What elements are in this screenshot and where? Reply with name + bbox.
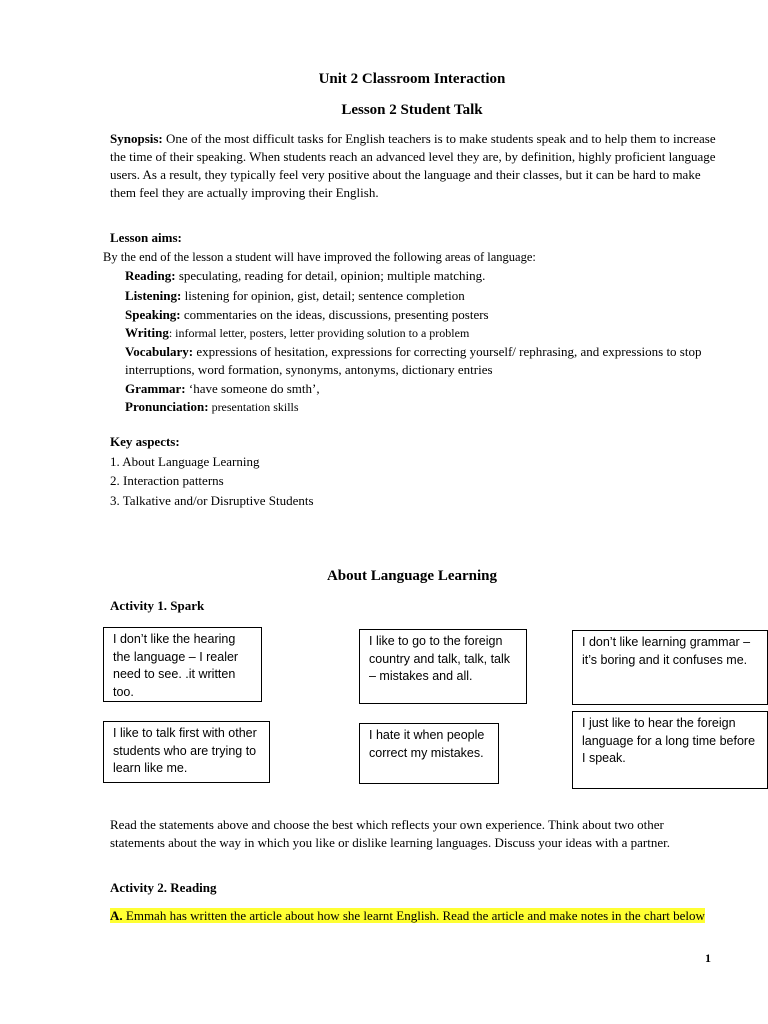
lesson-title: Lesson 2 Student Talk [341,102,483,118]
aim-speaking: Speaking: commentaries on the ideas, discussions, presenting posters [125,307,489,322]
task-label: A. [110,908,123,923]
statement-box: I don’t like the hearing the language – I realer need to see. .it written too. [103,627,262,702]
activity2-heading: Activity 2. Reading [110,880,217,895]
statement-box: I like to go to the foreign country and talk, talk, talk – mistakes and all. [359,629,527,704]
synopsis-text: One of the most difficult tasks for English teachers is to make students speak and to help them to increase the time of their speaking. When students reach an advanced level they are, by definition, highly proficient language users. As a result, they typically feel very positive about the language and their classes, but it can be hard to make them feel they are actually improving their English. [110,131,716,200]
aim-reading: Reading: speculating, reading for detail, opinion; multiple matching. [125,268,486,283]
activity1-instructions: Read the statements above and choose the best which reflects your own experience. Think about two other statements about the way in which you like or dislike learning languages. Discuss your ideas with a partner. [110,817,670,850]
key-aspects-heading: Key aspects: [110,434,180,449]
aim-pronunciation: Pronunciation: presentation skills [125,399,299,414]
aim-vocabulary: Vocabulary: expressions of hesitation, expressions for correcting yourself/ rephrasing, and expressions to stop interruptions, word formation, synonyms, antonyms, dictionary entries [125,344,702,377]
section-title: About Language Learning [326,568,498,584]
key-aspect-item: 3. Talkative and/or Disruptive Students [110,493,314,508]
aim-grammar: Grammar: ‘have someone do smth’, [125,381,320,396]
task-text: Emmah has written the article about how she learnt English. Read the article and make notes in the chart below [122,908,705,923]
page-number: 1 [705,951,711,965]
aim-writing: Writing: informal letter, posters, letter providing solution to a problem [125,325,470,340]
statement-box: I like to talk first with other students who are trying to learn like me. [103,721,270,783]
key-aspect-item: 1. About Language Learning [110,454,260,469]
lesson-aims-heading: Lesson aims: [110,230,182,245]
lesson-aims-intro: By the end of the lesson a student will have improved the following areas of language: [103,250,536,264]
key-aspect-item: 2. Interaction patterns [110,473,224,488]
statement-box: I hate it when people correct my mistakes. [359,723,499,784]
activity1-heading: Activity 1. Spark [110,598,205,613]
unit-title: Unit 2 Classroom Interaction [318,71,506,87]
statement-box: I just like to hear the foreign language for a long time before I speak. [572,711,768,789]
activity2-task [110,907,725,925]
aim-listening: Listening: listening for opinion, gist, detail; sentence completion [125,288,465,303]
synopsis-label: Synopsis: [110,131,163,146]
synopsis-paragraph [110,130,725,202]
statement-box: I don’t like learning grammar – it’s boring and it confuses me. [572,630,768,705]
